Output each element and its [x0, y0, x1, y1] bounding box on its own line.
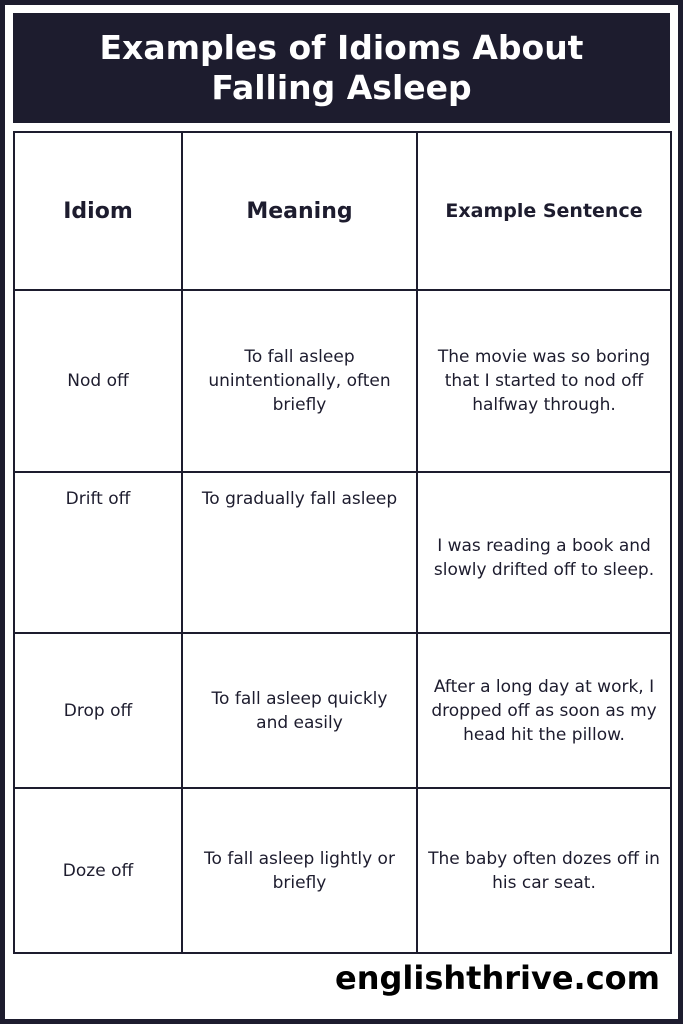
header-example-sentence: Example Sentence	[417, 132, 671, 290]
table-row	[14, 290, 671, 472]
table-row	[14, 788, 671, 953]
idioms-table	[13, 131, 672, 954]
page	[5, 5, 678, 1019]
example-cell: I was reading a book and slowly drifted off to sleep.	[417, 472, 671, 633]
site-url-footer: englishthrive.com	[335, 959, 660, 997]
header-idiom: Idiom	[14, 132, 182, 290]
header-meaning: Meaning	[182, 132, 417, 290]
meaning-cell: To gradually fall asleep	[182, 472, 417, 633]
page-title: Examples of Idioms About Falling Asleep	[13, 13, 670, 123]
meaning-cell: To fall asleep lightly or briefly	[182, 788, 417, 953]
table-row	[14, 633, 671, 788]
table-header-row	[14, 132, 671, 290]
idiom-cell: Drop off	[14, 633, 182, 788]
table-row	[14, 472, 671, 633]
meaning-cell: To fall asleep quickly and easily	[182, 633, 417, 788]
idiom-cell: Doze off	[14, 788, 182, 953]
example-cell: After a long day at work, I dropped off as soon as my head hit the pillow.	[417, 633, 671, 788]
example-cell: The movie was so boring that I started to nod off halfway through.	[417, 290, 671, 472]
idiom-cell: Drift off	[14, 472, 182, 633]
meaning-cell: To fall asleep unintentionally, often briefly	[182, 290, 417, 472]
example-cell: The baby often dozes off in his car seat.	[417, 788, 671, 953]
idiom-cell: Nod off	[14, 290, 182, 472]
